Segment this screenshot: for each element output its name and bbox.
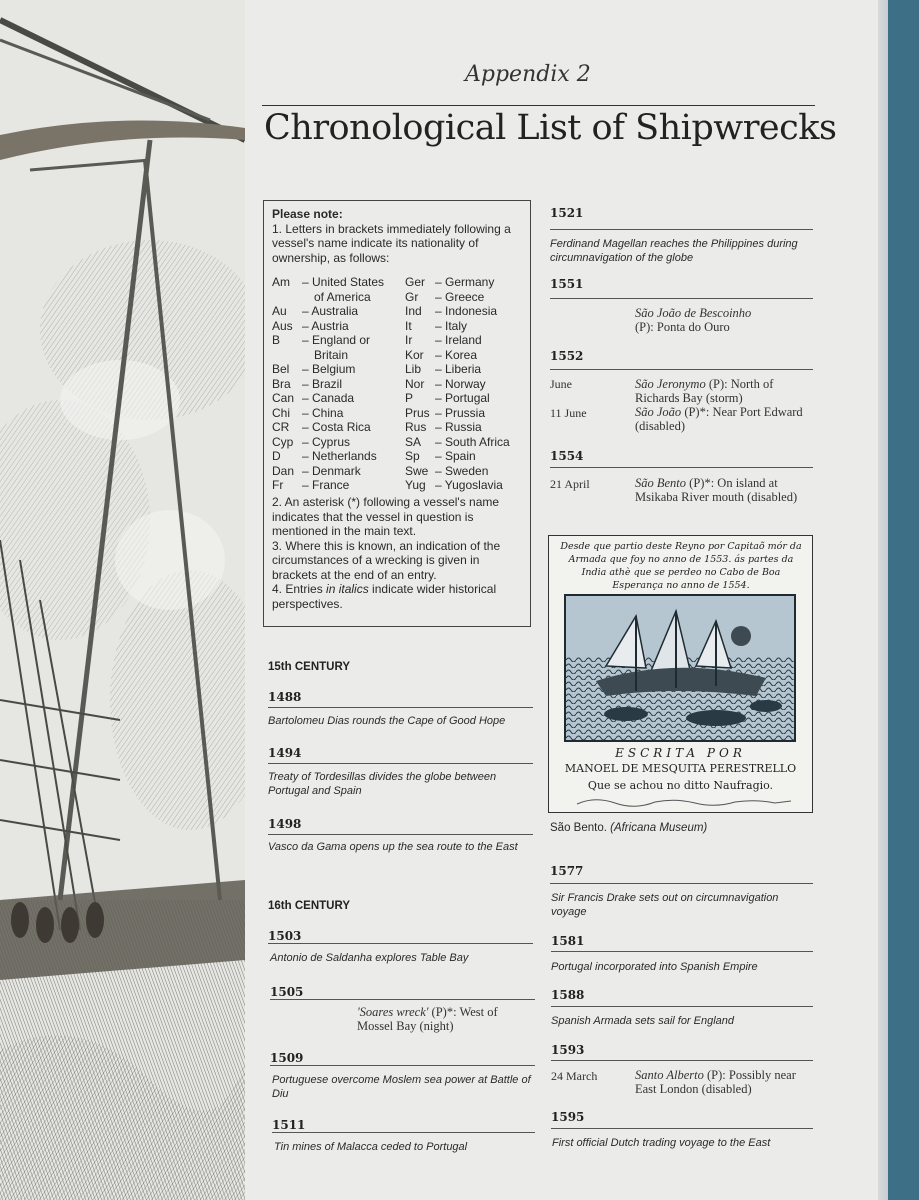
wreck-date: 24 March xyxy=(551,1069,598,1083)
plate-escrita-text: ESCRITA POR xyxy=(615,746,746,760)
note-point-4-pre: 4. Entries xyxy=(272,582,327,596)
note-point-3: 3. Where this is known, an indication of the circumstances of a wrecking is given in brackets at the end of an entry. xyxy=(272,538,501,582)
wreck-detail: (P): North of Richards Bay (storm) xyxy=(635,377,774,405)
nationality-code: Swe xyxy=(405,463,429,478)
ship-engraving xyxy=(0,0,245,1200)
nationality-code: P xyxy=(405,391,414,405)
nationality-code: Sp xyxy=(405,449,420,463)
nationality-row xyxy=(405,348,477,363)
nationality-code: CR xyxy=(272,420,290,434)
nationality-row xyxy=(405,290,484,305)
wreck-detail: (P)*: On island at Msikaba River mouth (disabled) xyxy=(635,476,798,504)
nationality-name: – Spain xyxy=(435,449,476,463)
nationality-name: – Austria xyxy=(302,318,349,333)
nationality-name: – Denmark xyxy=(302,463,361,478)
nationality-name: – Cyprus xyxy=(302,434,351,449)
nationality-name: – Portugal xyxy=(435,391,490,405)
event-1581: Portugal incorporated into Spanish Empire xyxy=(551,961,758,973)
nationality-name: – Australia xyxy=(302,304,359,318)
nationality-code: D xyxy=(272,449,281,463)
year-rule xyxy=(268,834,533,835)
nationality-table xyxy=(272,275,522,492)
nationality-row xyxy=(272,435,350,450)
nationality-row xyxy=(272,275,384,290)
year-rule xyxy=(550,883,813,884)
nationality-name: – Ireland xyxy=(435,333,482,347)
note-box xyxy=(263,200,531,627)
note-point-4 xyxy=(272,582,522,611)
year-rule xyxy=(270,1065,535,1066)
nationality-name: – Yugoslavia xyxy=(435,478,503,492)
shipwreck-woodcut xyxy=(564,594,796,742)
note-heading: Please note: xyxy=(272,207,343,221)
year-1494: 1494 xyxy=(268,746,302,760)
wreck-1552-a xyxy=(635,377,813,405)
century-heading-15: 15th CENTURY xyxy=(268,661,350,673)
year-rule xyxy=(551,1060,813,1061)
nationality-row xyxy=(272,478,349,493)
year-1581: 1581 xyxy=(551,934,585,948)
wreck-detail: (P)*: Near Port Edward (disabled) xyxy=(635,405,803,433)
year-rule xyxy=(551,1006,813,1007)
year-1593: 1593 xyxy=(551,1043,585,1057)
wreck-1593 xyxy=(635,1068,815,1096)
wreck-detail: (P)*: West of Mossel Bay (night) xyxy=(357,1005,498,1033)
year-1488: 1488 xyxy=(268,690,302,704)
nationality-name: – Germany xyxy=(435,275,495,289)
nationality-row xyxy=(272,348,348,363)
nationality-row xyxy=(272,333,370,348)
wreck-date: June xyxy=(550,377,572,391)
nationality-row xyxy=(405,406,485,421)
year-1577: 1577 xyxy=(550,864,584,878)
shipwreck-woodcut-drawing xyxy=(566,596,794,740)
year-1511: 1511 xyxy=(272,1118,306,1132)
note-point-1: 1. Letters in brackets immediately following a vessel's name indicate its nationality of ownership, as follows: xyxy=(272,221,511,265)
nationality-code: SA xyxy=(405,434,422,449)
nationality-code: Bra xyxy=(272,376,291,391)
nationality-row xyxy=(405,478,503,493)
year-1552: 1552 xyxy=(550,349,584,363)
year-1588: 1588 xyxy=(551,988,585,1002)
note-point-2: 2. An asterisk (*) following a vessel's name indicates that the vessel in question is mentioned in the main text. xyxy=(272,495,500,538)
vessel-name: São João xyxy=(635,405,682,419)
nationality-row xyxy=(405,449,476,464)
vessel-name: São Bento xyxy=(635,476,687,490)
nationality-code: Gr xyxy=(405,289,419,304)
nationality-name: – Canada xyxy=(302,391,355,405)
vessel-name: São Jeronymo xyxy=(635,377,706,391)
year-rule xyxy=(550,467,813,468)
nationality-code: Dan xyxy=(272,463,295,478)
nationality-row xyxy=(272,420,371,435)
nationality-name: – Prussia xyxy=(435,405,486,420)
year-1509: 1509 xyxy=(270,1051,304,1065)
event-1494: Treaty of Tordesillas divides the globe between Portugal and Spain xyxy=(268,771,497,797)
nationality-name: – Russia xyxy=(435,420,482,434)
year-rule xyxy=(550,369,813,370)
note-point-4-italic: in italics xyxy=(326,582,369,596)
nationality-name: – United States xyxy=(302,275,385,289)
nationality-code: Fr xyxy=(272,478,284,492)
nationality-code: Cyp xyxy=(272,434,294,449)
plate-que-text: Que se achou no ditto Naufragio. xyxy=(587,779,774,792)
nationality-row xyxy=(272,464,361,479)
year-rule xyxy=(550,229,813,230)
event-1521: Ferdinand Magellan reaches the Philippines during circumnavigation of the globe xyxy=(550,238,798,264)
nationality-name: Britain xyxy=(314,347,349,362)
wreck-1554 xyxy=(635,476,805,504)
year-1498: 1498 xyxy=(268,817,302,831)
nationality-row xyxy=(405,391,490,406)
nationality-row xyxy=(405,435,510,450)
image-caption xyxy=(550,822,707,834)
nationality-name: – Brazil xyxy=(302,376,343,391)
nationality-name: – France xyxy=(302,478,350,492)
event-1509: Portuguese overcome Moslem sea power at Battle of Diu xyxy=(272,1074,531,1100)
nationality-code: Ir xyxy=(405,333,413,347)
event-1577: Sir Francis Drake sets out on circumnavigation voyage xyxy=(551,892,779,918)
year-rule xyxy=(550,298,813,299)
nationality-code: Nor xyxy=(405,376,425,391)
nationality-name: – Indonesia xyxy=(435,304,498,318)
year-rule xyxy=(272,1132,535,1133)
nationality-row xyxy=(272,290,371,305)
year-rule xyxy=(270,999,535,1000)
nationality-row xyxy=(405,304,497,319)
nationality-row xyxy=(272,449,377,464)
nationality-row xyxy=(405,275,494,290)
nationality-code: Can xyxy=(272,391,295,405)
vessel-name: Santo Alberto xyxy=(635,1068,704,1082)
nationality-row xyxy=(272,362,355,377)
wreck-date: 11 June xyxy=(550,406,587,420)
caption-text: São Bento. xyxy=(550,822,611,834)
wreck-date: 21 April xyxy=(550,477,590,491)
year-1554: 1554 xyxy=(550,449,584,463)
nationality-row xyxy=(405,333,482,348)
vessel-name: 'Soares wreck' xyxy=(357,1005,429,1019)
wreck-detail: (P): Possibly near East London (disabled) xyxy=(635,1068,796,1096)
plate-author-text: MANOEL DE MESQUITA PERESTRELLO xyxy=(564,762,797,775)
vessel-name: São João de Bescoinho xyxy=(635,306,752,320)
nationality-name: – Korea xyxy=(435,347,478,362)
nationality-code: Ind xyxy=(405,304,422,318)
nationality-name: – South Africa xyxy=(435,434,510,449)
nationality-name: – Italy xyxy=(435,318,468,333)
year-rule xyxy=(268,943,533,944)
nationality-row xyxy=(272,304,358,319)
nationality-name: – Liberia xyxy=(435,362,482,376)
nationality-row xyxy=(272,391,354,406)
event-1503: Antonio de Saldanha explores Table Bay xyxy=(270,952,469,964)
appendix-label: Appendix 2 xyxy=(465,62,591,87)
event-1588: Spanish Armada sets sail for England xyxy=(551,1015,735,1027)
nationality-code: Aus xyxy=(272,318,293,333)
sao-bento-title-page-image xyxy=(548,535,813,813)
page-edge xyxy=(878,0,888,1200)
nationality-code: Rus xyxy=(405,420,427,434)
nationality-row xyxy=(405,319,467,334)
nationality-code: Yug xyxy=(405,478,426,492)
ship-engraving-drawing xyxy=(0,0,245,1200)
page-title: Chronological List of Shipwrecks xyxy=(264,108,837,148)
nationality-name: – Belgium xyxy=(302,362,356,376)
nationality-code: Am xyxy=(272,275,290,289)
year-rule xyxy=(551,951,813,952)
year-rule xyxy=(268,707,533,708)
nationality-row xyxy=(272,406,343,421)
year-1505: 1505 xyxy=(270,985,304,999)
nationality-name: – Norway xyxy=(435,376,486,391)
event-1488: Bartolomeu Dias rounds the Cape of Good Hope xyxy=(268,715,506,727)
nationality-code: Au xyxy=(272,304,287,318)
century-heading-16: 16th CENTURY xyxy=(268,900,350,912)
year-1503: 1503 xyxy=(268,929,302,943)
nationality-code: It xyxy=(405,318,412,333)
nationality-name: – Costa Rica xyxy=(302,420,371,434)
year-1551: 1551 xyxy=(550,277,584,291)
nationality-code: Lib xyxy=(405,362,422,376)
nationality-code: Kor xyxy=(405,347,424,362)
title-rule xyxy=(262,105,815,106)
nationality-code: Prus xyxy=(405,405,430,420)
nationality-row xyxy=(405,362,481,377)
nationality-row xyxy=(405,420,482,435)
wreck-detail: (P): Ponta do Ouro xyxy=(635,320,730,334)
nationality-code: B xyxy=(272,333,281,347)
year-rule xyxy=(551,1128,813,1129)
caption-source: (Africana Museum) xyxy=(610,822,708,834)
nationality-row xyxy=(405,377,486,392)
year-1595: 1595 xyxy=(551,1110,585,1124)
year-1521: 1521 xyxy=(550,206,584,220)
wreck-1551 xyxy=(635,306,813,334)
nationality-name: – Netherlands xyxy=(302,449,377,463)
nationality-code: Ger xyxy=(405,275,426,289)
nationality-row xyxy=(272,377,342,392)
nationality-name: of America xyxy=(314,289,371,304)
plate-heading-text: Desde que partio deste Reyno por Capitaõ mór da Armada que foy no anno de 1553. ás partes da India athè que se perdeo no Cabo de Boa Esperança no anno de 1554. xyxy=(560,541,802,591)
event-1511: Tin mines of Malacca ceded to Portugal xyxy=(274,1141,468,1153)
handwritten-signature xyxy=(575,794,795,808)
event-1498: Vasco da Gama opens up the sea route to the East xyxy=(268,841,518,853)
note-point-4-post: indicate wider historical perspectives. xyxy=(272,582,497,611)
event-1595: First official Dutch trading voyage to the East xyxy=(552,1137,771,1149)
nationality-name: – Greece xyxy=(435,289,485,304)
nationality-code: Bel xyxy=(272,362,290,376)
wreck-1505 xyxy=(357,1005,527,1033)
nationality-name: – China xyxy=(302,405,344,420)
nationality-name: – Sweden xyxy=(435,463,489,478)
nationality-row xyxy=(405,464,488,479)
nationality-code: Chi xyxy=(272,405,291,420)
wreck-1552-b xyxy=(635,405,815,433)
year-rule xyxy=(268,763,533,764)
nationality-name: – England or xyxy=(302,333,371,347)
nationality-row xyxy=(272,319,349,334)
